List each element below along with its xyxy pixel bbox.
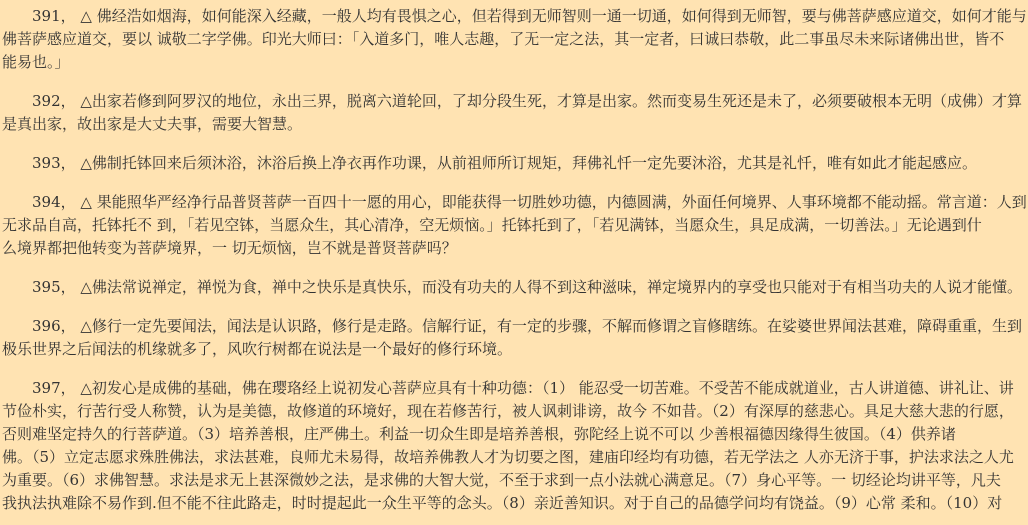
paragraph-396 (2, 315, 1026, 361)
text-line: 394， △ 果能照华严经净行品普贤菩萨一百四十一愿的用心，即能获得一切胜妙功德，内德圆满，外面任何境界、人事环境都不能动摇。常言道：人到 (2, 193, 1027, 211)
text-line: 否则难坚定持久的行菩萨道。（3）培养善根，庄严佛土。利益一切众生即是培养善根，弥陀经上说不可以 少善根福德因缘得生彼国。（4）供养诸 (2, 425, 956, 443)
text-line: 节俭朴实，行苦行受人称赞，认为是美德，故修道的环境好，现在若修苦行，被人讽刺诽谤，故今 不如昔。（2）有深厚的慈悲心。具足大慈大悲的行愿， (2, 402, 1014, 420)
text-line: 397， △初发心是成佛的基础，佛在璎珞经上说初发心菩萨应具有十种功德：（1） 能忍受一切苦难。不受苦不能成就道业，古人讲道德、讲礼让、讲 (2, 379, 1014, 397)
text-line: 么境界都把他转变为菩萨境界，一 切无烦恼，岂不就是普贤菩萨吗？ (2, 239, 457, 257)
text-line: 393， △佛制托钵回来后须沐浴，沐浴后换上净衣再作功课，从前祖师所订规矩，拜佛礼忏一定先要沐浴，尤其是礼忏，唯有如此才能起感应。 (2, 154, 977, 172)
text-line: 396， △修行一定先要闻法，闻法是认识路，修行是走路。信解行证，有一定的步骤，不解而修谓之盲修瞎练。在娑婆世界闻法甚难，障碍重重，生到 (2, 317, 1022, 335)
text-line: 395， △佛法常说禅定，禅悦为食，禅中之快乐是真快乐，而没有功夫的人得不到这种滋味，禅定境界内的享受也只能对于有相当功夫的人说才能懂。 (2, 278, 1022, 296)
paragraph-394 (2, 191, 1026, 260)
text-line: 佛。（5）立定志愿求殊胜佛法，求法甚难，良师尤未易得，故培养佛教人才为切要之图，建庙印经均有功德，若无学法之 人亦无济于事，护法求法之人尤 (2, 448, 1014, 466)
text-line: 佛菩萨感应道交，要以 诚敬二字学佛。印光大师曰：「入道多门，唯人志趣，了无一定之法，其一定者，曰诚曰恭敬，此二事虽尽未来际诸佛出世，皆不 (2, 30, 1005, 48)
text-line: 392， △出家若修到阿罗汉的地位，永出三界，脱离六道轮回，了却分段生死，才算是出家。然而变易生死还是未了，必须要破根本无明（成佛）才算 (2, 92, 1022, 110)
paragraph-395 (2, 276, 1026, 299)
paragraph-397 (2, 377, 1026, 515)
paragraph-392 (2, 90, 1026, 136)
text-line: 无求品自高，托钵托不 到，「若见空钵，当愿众生，其心清净，空无烦恼。」托钵托到了，「若见满钵，当愿众生，具足成满，一切善法。」无论遇到什 (2, 216, 982, 234)
paragraph-393 (2, 152, 1026, 175)
text-line: 391， △ 佛经浩如烟海，如何能深入经藏，一般人均有畏惧之心，但若得到无师智则一通一切通，如何得到无师智，要与佛菩萨感应道交，如何才能与 (2, 7, 1027, 25)
text-line: 为重要。（6）求佛智慧。求法是求无上甚深微妙之法，是求佛的大智大觉，不至于求到一点小法就心满意足。（7）身心平等。一 切经论均讲平等，凡夫 (2, 471, 1001, 489)
paragraph-391 (2, 5, 1026, 74)
text-line: 是真出家，故出家是大丈夫事，需要大智慧。 (2, 115, 303, 133)
text-line: 极乐世界之后闻法的机缘就多了，风吹行树都在说法是一个最好的修行环境。 (2, 340, 513, 358)
text-line: 我执法执难除不易作到.但不能不往此路走，时时提起此一众生平等的念头。（8）亲近善知识。对于自己的品德学问均有饶益。（9）心常 柔和。（10）对 (2, 494, 1003, 512)
text-line: 能易也。」 (2, 53, 70, 71)
